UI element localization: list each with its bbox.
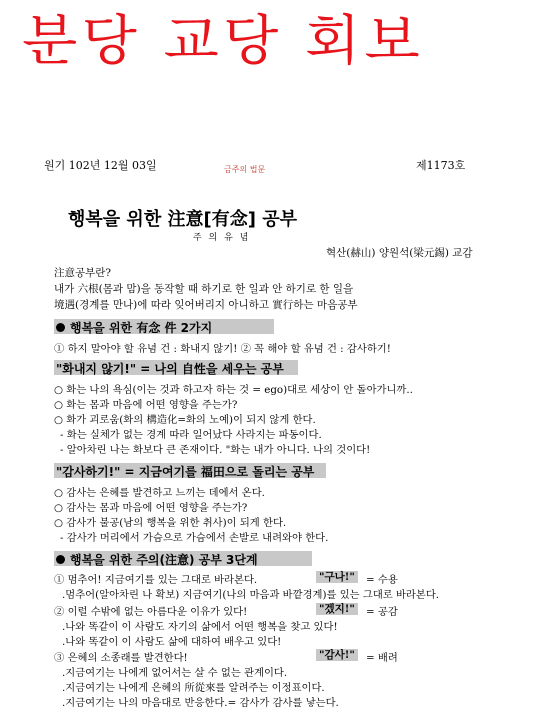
section2-item: ○ 화는 나의 욕심(이는 것과 하고자 하는 것 = ego)대로 세상이 안 돌아가니까.. <box>54 384 413 396</box>
weekly-dharma-note: 금주의 법문 <box>224 165 266 174</box>
step1-result: = 수용 <box>366 574 398 586</box>
step1-head: ① 멈추어! 지금여기를 있는 그대로 바라본다. <box>54 574 258 586</box>
step3-sub: .지금여기는 나에게 없어서는 살 수 없는 관계이다. <box>62 667 288 679</box>
section3-title: "감사하기!" = 지금여기를 福田으로 돌리는 공부 <box>56 465 315 479</box>
section4-title: 행복을 위한 주의(注意) 공부 3단계 <box>70 553 258 567</box>
step2-key: "겠지!" <box>316 601 358 616</box>
intro-question: 注意공부란? <box>54 267 112 279</box>
step2-result: = 공감 <box>366 606 398 618</box>
step3-sub: .지금여기는 나에게 은혜의 所從來를 알려주는 이정표이다. <box>62 682 325 694</box>
section3-subitem: - 감사가 머리에서 가슴으로 가슴에서 손발로 내려와야 한다. <box>60 532 329 544</box>
step3-result: = 배려 <box>366 652 398 664</box>
intro-line-2: 境遇(경계를 만나)에 따라 잊어버리지 아니하고 實行하는 마음공부 <box>54 299 358 311</box>
step2-head: ② 이럴 수밖에 없는 아름다운 이유가 있다! <box>54 606 248 618</box>
intro-line-1: 내가 六根(몸과 맘)을 동작할 때 하기로 한 일과 안 하기로 한 일을 <box>54 283 354 295</box>
bulletin-title: 분당 교당 회보 <box>22 9 425 72</box>
section2-subitem: - 화는 실체가 없는 경계 따라 일어났다 사라지는 파동이다. <box>60 429 322 441</box>
bullet-icon <box>56 323 65 332</box>
section1-line: ① 하지 말아야 할 유념 건 : 화내지 않기! ② 꼭 해야 할 유념 건 : 감사하기! <box>54 343 391 355</box>
step2-sub: .나와 똑같이 이 사람도 자기의 삶에서 어떤 행복을 찾고 있다! <box>62 621 338 633</box>
section1-title: 행복을 위한 有念 件 2가지 <box>70 321 213 335</box>
step3-head: ③ 은혜의 소종래를 발견한다! <box>54 652 188 664</box>
issue-date: 원기 102년 12월 03일 <box>44 159 157 172</box>
section3-item: ○ 감사는 은혜를 발견하고 느끼는 데에서 온다. <box>54 487 265 499</box>
section4-heading <box>56 551 258 568</box>
bullet-icon <box>56 555 65 564</box>
step3-sub: .지금여기는 나의 마음대로 반응한다.= 감사가 감사를 낳는다. <box>62 697 339 709</box>
author-line: 혁산(赫山) 양원석(梁元錫) 교감 <box>326 247 473 259</box>
section2-item: ○ 화가 괴로움(화의 構造化=화의 노예)이 되지 않게 한다. <box>54 414 316 426</box>
title-reading: 주 의 유 념 <box>193 233 251 243</box>
issue-number: 제1173호 <box>416 159 466 172</box>
section3-item: ○ 감사는 몸과 마음에 어떤 영향을 주는가? <box>54 502 248 514</box>
step1-sub: .멈추어(알아차린 나 확보) 지금여기(나의 마음과 바깥경계)를 있는 그대로 바라본다. <box>62 589 440 601</box>
section1-heading <box>56 319 212 336</box>
article-title: 행복을 위한 注意[有念] 공부 <box>68 209 297 230</box>
section2-item: ○ 화는 몸과 마음에 어떤 영향을 주는가? <box>54 399 238 411</box>
step3-key: "감사!" <box>316 647 358 662</box>
section2-subitem: - 알아차린 나는 화보다 큰 존재이다. "화는 내가 아니다. 나의 것이다! <box>60 444 371 456</box>
section2-title: "화내지 않기!" = 나의 自性을 세우는 공부 <box>56 362 284 376</box>
section3-item: ○ 감사가 불공(남의 행복을 위한 취사)이 되게 한다. <box>54 517 287 529</box>
step1-key: "구나!" <box>316 569 358 584</box>
step2-sub: .나와 똑같이 이 사람도 삶에 대하여 배우고 있다! <box>62 636 282 648</box>
